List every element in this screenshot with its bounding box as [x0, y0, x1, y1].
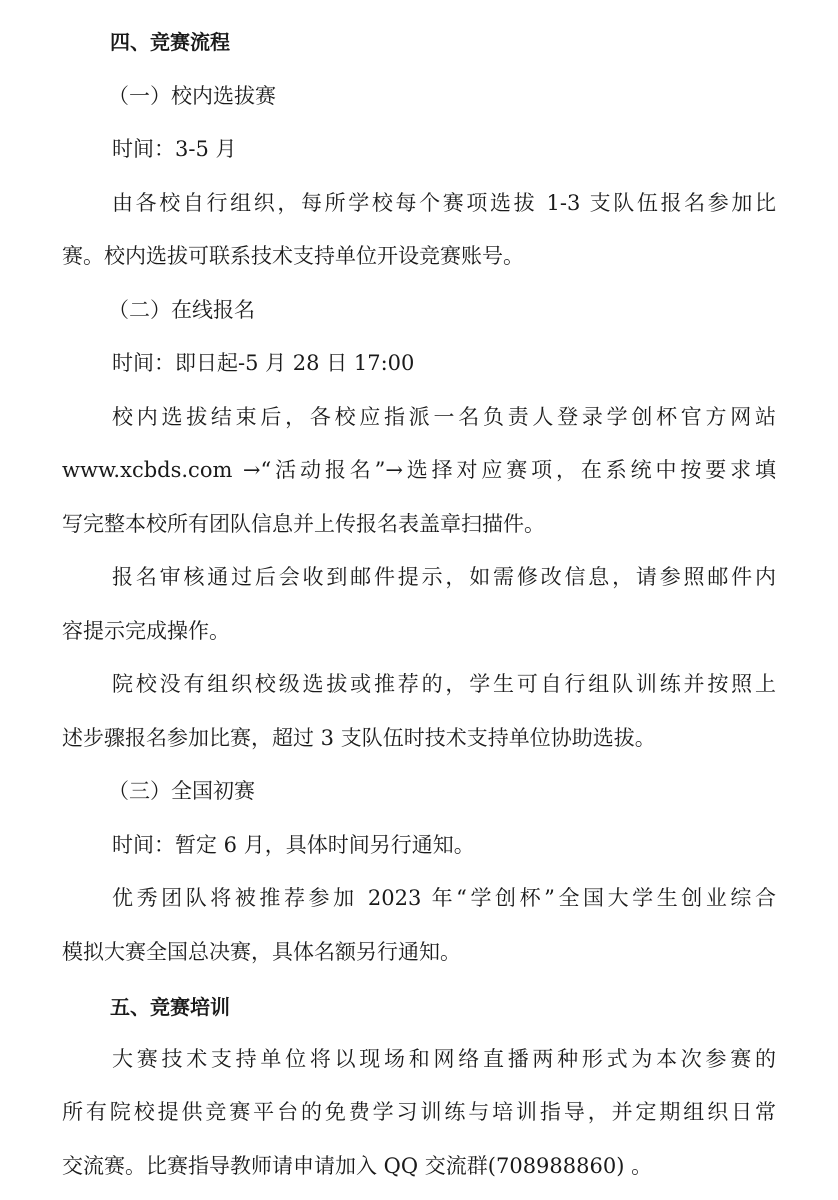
- subsection-3-time: 时间：暂定 6 月，具体时间另行通知。: [112, 833, 475, 857]
- subsection-2-paragraph-line: 写完整本校所有团队信息并上传报名表盖章扫描件。: [62, 512, 545, 536]
- subsection-3-paragraph-line: 模拟大赛全国总决赛，具体名额另行通知。: [62, 940, 461, 964]
- subsection-2-paragraph-line: 报名审核通过后会收到邮件提示，如需修改信息，请参照邮件内: [112, 565, 776, 589]
- subsection-3-paragraph-line: 优秀团队将被推荐参加 2023 年“学创杯”全国大学生创业综合: [112, 886, 776, 910]
- subsection-1-title: （一）校内选拔赛: [108, 84, 276, 108]
- subsection-2-paragraph-line: 述步骤报名参加比赛，超过 3 支队伍时技术支持单位协助选拔。: [62, 726, 656, 750]
- section-5-heading: 五、竞赛培训: [110, 995, 230, 1019]
- subsection-2-title: （二）在线报名: [108, 298, 255, 322]
- subsection-2-paragraph-line: 院校没有组织校级选拔或推荐的，学生可自行组队训练并按照上: [112, 672, 776, 696]
- subsection-1-time: 时间：3-5 月: [112, 137, 237, 161]
- subsection-1-paragraph-line: 由各校自行组织，每所学校每个赛项选拔 1-3 支队伍报名参加比: [112, 191, 776, 215]
- subsection-2-paragraph-line: 容提示完成操作。: [62, 619, 230, 643]
- subsection-3-title: （三）全国初赛: [108, 779, 255, 803]
- subsection-2-time: 时间：即日起-5 月 28 日 17:00: [112, 351, 415, 375]
- subsection-1-paragraph-line: 赛。校内选拔可联系技术支持单位开设竞赛账号。: [62, 244, 524, 268]
- section-5-paragraph-line: 所有院校提供竞赛平台的免费学习训练与培训指导，并定期组织日常: [62, 1100, 776, 1124]
- section-5-paragraph-line: 大赛技术支持单位将以现场和网络直播两种形式为本次参赛的: [112, 1047, 776, 1071]
- subsection-2-paragraph-line: www.xcbds.com →“活动报名”→选择对应赛项，在系统中按要求填: [62, 458, 776, 482]
- section-5-paragraph-line: 交流赛。比赛指导教师请申请加入 QQ 交流群(708988860) 。: [62, 1154, 653, 1178]
- subsection-2-paragraph-line: 校内选拔结束后，各校应指派一名负责人登录学创杯官方网站: [112, 405, 776, 429]
- section-4-heading: 四、竞赛流程: [110, 30, 230, 54]
